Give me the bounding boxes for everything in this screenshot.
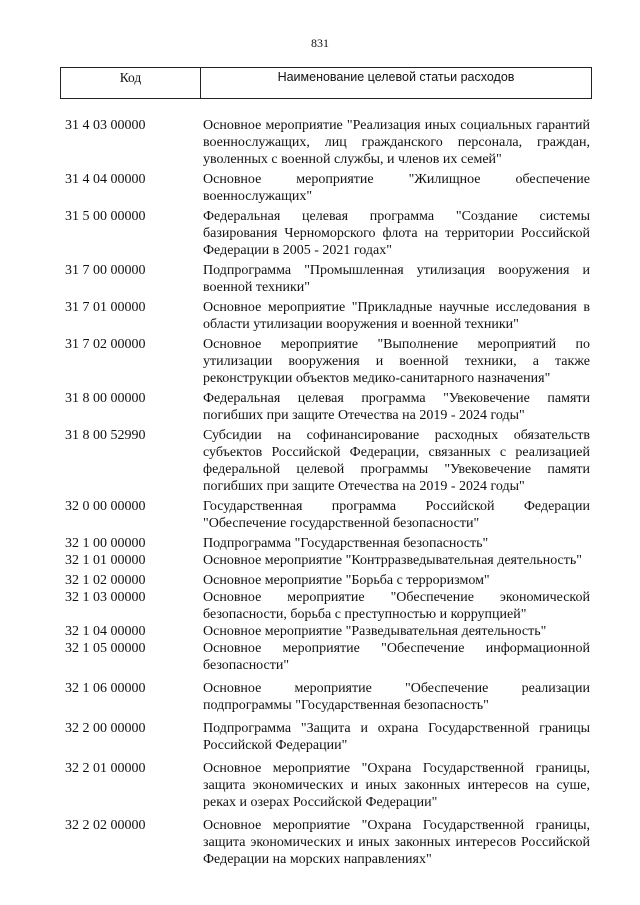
row-code: 31 4 03 00000 <box>65 118 146 133</box>
row-code: 32 2 02 00000 <box>65 818 146 833</box>
row-code: 32 0 00 00000 <box>65 499 146 514</box>
row-code: 31 8 00 52990 <box>65 428 146 443</box>
row-code: 32 1 00 00000 <box>65 536 146 551</box>
row-name: Подпрограмма "Государственная безопасность" <box>203 536 489 551</box>
code-column-header: Код <box>61 68 201 98</box>
table-header <box>60 67 592 99</box>
table-row <box>60 623 592 640</box>
row-name: Субсидии на софинансирование расходных обязательств субъектов Российской Федерации, связанных с реализацией федеральной целевой программы "Увековечение памяти погибших при защите Отечества на 2019 - 2024 годы" <box>203 428 590 494</box>
table-row <box>60 208 592 259</box>
table-row <box>60 390 592 424</box>
table-row <box>60 262 592 296</box>
table-row <box>60 498 592 532</box>
table-row <box>60 427 592 495</box>
name-column-header: Наименование целевой статьи расходов <box>277 70 515 84</box>
row-name: Основное мероприятие "Обеспечение информационной безопасности" <box>203 641 590 673</box>
table-row <box>60 336 592 387</box>
row-code: 32 1 05 00000 <box>65 641 146 656</box>
budget-items-list <box>60 117 592 868</box>
row-name: Основное мероприятие "Прикладные научные исследования в области утилизации вооружения и военной техники" <box>203 300 590 332</box>
row-name: Основное мероприятие "Жилищное обеспечение военнослужащих" <box>203 172 590 204</box>
page-number: 831 <box>311 36 329 50</box>
row-code: 31 7 02 00000 <box>65 337 146 352</box>
row-code: 32 1 04 00000 <box>65 624 146 639</box>
row-name: Подпрограмма "Защита и охрана Государственной границы Российской Федерации" <box>203 721 590 753</box>
table-row <box>60 640 592 674</box>
row-name: Основное мероприятие "Разведывательная деятельность" <box>203 624 547 639</box>
table-row <box>60 572 592 589</box>
row-code: 31 7 00 00000 <box>65 263 146 278</box>
row-code: 32 1 06 00000 <box>65 681 146 696</box>
row-code: 31 5 00 00000 <box>65 209 146 224</box>
table-row <box>60 117 592 168</box>
row-name: Основное мероприятие "Выполнение мероприятий по утилизации вооружения и военной техники, а также реконструкции объектов медико-санитарного назначения" <box>203 337 590 386</box>
row-name: Основное мероприятие "Охрана Государственной границы, защита экономических и иных законных интересов на суше, реках и озерах Российской Федерации" <box>203 761 590 810</box>
table-row <box>60 720 592 754</box>
row-code: 31 8 00 00000 <box>65 391 146 406</box>
table-row <box>60 760 592 811</box>
row-name: Подпрограмма "Промышленная утилизация вооружения и военной техники" <box>203 263 590 295</box>
row-name: Основное мероприятие "Борьба с терроризмом" <box>203 573 490 588</box>
row-name: Федеральная целевая программа "Создание системы базирования Черноморского флота на территории Российской Федерации в 2005 - 2021 годах" <box>203 209 590 258</box>
table-row <box>60 680 592 714</box>
row-name: Основное мероприятие "Реализация иных социальных гарантий военнослужащих, лиц гражданского персонала, граждан, уволенных с военной службы, и членов их семей" <box>203 118 590 167</box>
row-code: 31 7 01 00000 <box>65 300 146 315</box>
row-code: 32 2 01 00000 <box>65 761 146 776</box>
table-row <box>60 817 592 868</box>
table-row <box>60 299 592 333</box>
row-code: 32 2 00 00000 <box>65 721 146 736</box>
row-name: Основное мероприятие "Охрана Государственной границы, защита экономических и иных законных интересов Российской Федерации на морских направлениях" <box>203 818 590 867</box>
row-name: Основное мероприятие "Обеспечение экономической безопасности, борьба с преступностью и коррупцией" <box>203 590 590 622</box>
table-row <box>60 589 592 623</box>
table-row <box>60 535 592 552</box>
table-row <box>60 171 592 205</box>
row-code: 32 1 01 00000 <box>65 553 146 568</box>
row-code: 32 1 03 00000 <box>65 590 146 605</box>
row-name: Основное мероприятие "Контрразведывательная деятельность" <box>203 553 582 568</box>
row-name: Основное мероприятие "Обеспечение реализации подпрограммы "Государственная безопасность" <box>203 681 590 713</box>
row-code: 31 4 04 00000 <box>65 172 146 187</box>
row-code: 32 1 02 00000 <box>65 573 146 588</box>
row-name: Государственная программа Российской Федерации "Обеспечение государственной безопасности" <box>203 499 590 531</box>
table-row <box>60 552 592 569</box>
row-name: Федеральная целевая программа "Увековечение памяти погибших при защите Отечества на 2019 - 2024 годы" <box>203 391 590 423</box>
